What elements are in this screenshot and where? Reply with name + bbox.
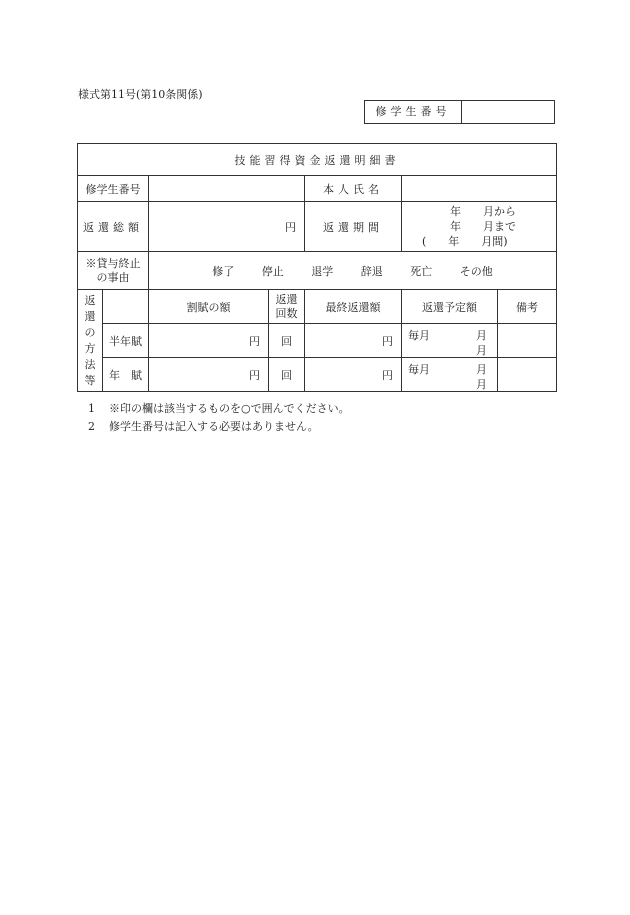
name-label: 本人氏名: [305, 176, 402, 202]
yen-unit: 円: [285, 220, 296, 234]
row-type: 半年賦: [103, 324, 149, 358]
note-number: 2: [88, 420, 95, 433]
period-from: 年 月から: [450, 205, 516, 218]
reason-death[interactable]: 死亡: [410, 264, 433, 278]
form-number-label: 様式第11号(第10条関係): [78, 88, 203, 101]
student-number-box: [364, 100, 555, 124]
final-amount-field[interactable]: [305, 358, 402, 392]
reason-other[interactable]: その他: [459, 264, 493, 278]
reason-withdrawal[interactable]: 退学: [311, 264, 334, 278]
total-amount-field[interactable]: [149, 202, 305, 252]
side-char: 等: [84, 373, 96, 387]
total-amount-label: 返還総額: [78, 202, 149, 252]
count-field[interactable]: [269, 358, 305, 392]
scheduled-field[interactable]: [402, 358, 498, 392]
student-number-box-label: 修学生番号: [365, 101, 462, 123]
termination-reason-label: [78, 252, 149, 290]
side-char: 方: [84, 341, 96, 355]
repayment-period-label: 返還期間: [305, 202, 402, 252]
repayment-period-field[interactable]: [402, 202, 557, 252]
period-months: ( 年 月間): [422, 235, 508, 248]
side-char: 返: [84, 293, 96, 307]
side-char: 還: [84, 309, 96, 323]
month-unit: 月: [476, 378, 487, 391]
installment-field[interactable]: [149, 324, 269, 358]
student-number-field[interactable]: [149, 176, 305, 202]
month-unit: 月: [476, 363, 487, 376]
final-amount-field[interactable]: [305, 324, 402, 358]
header-count-line1: 返還: [275, 292, 298, 306]
termination-reason-label-line1: ※貸与終止: [85, 256, 141, 270]
yen-unit: 円: [382, 368, 393, 382]
side-char: 法: [84, 357, 96, 371]
note-2: [88, 418, 319, 434]
reason-completion[interactable]: 修了: [212, 264, 235, 278]
table-row: [78, 358, 557, 392]
note-number: 1: [88, 402, 95, 415]
remarks-field[interactable]: [498, 324, 557, 358]
header-count: [269, 290, 305, 324]
header-final-amount: 最終返還額: [305, 290, 402, 324]
month-unit: 月: [476, 344, 487, 357]
reason-suspension[interactable]: 停止: [261, 264, 284, 278]
side-char: の: [84, 325, 96, 339]
count-field[interactable]: [269, 324, 305, 358]
table-row: [78, 324, 557, 358]
monthly-label: 毎月: [408, 363, 430, 376]
name-field[interactable]: [402, 176, 557, 202]
installment-field[interactable]: [149, 358, 269, 392]
yen-unit: 円: [249, 334, 260, 348]
period-to: 年 月まで: [450, 220, 516, 233]
header-installment: 割賦の額: [149, 290, 269, 324]
termination-reasons: [149, 252, 557, 290]
termination-reason-label-line2: の事由: [96, 270, 130, 284]
note-text: 修学生番号は記入する必要はありません。: [109, 420, 319, 433]
note-text: ※印の欄は該当するものを○で囲んでください。: [109, 402, 350, 415]
header-count-line2: 回数: [275, 306, 298, 320]
times-unit: 回: [281, 368, 292, 382]
reason-declined[interactable]: 辞退: [360, 264, 383, 278]
repayment-method-side-label: [78, 290, 103, 392]
header-blank: [103, 290, 149, 324]
scheduled-field[interactable]: [402, 324, 498, 358]
student-number-label: 修学生番号: [78, 176, 149, 202]
repayment-detail-table: [77, 143, 557, 392]
header-remarks: 備考: [498, 290, 557, 324]
yen-unit: 円: [249, 368, 260, 382]
document-title: 技能習得資金返還明細書: [78, 144, 557, 176]
header-scheduled-amount: 返還予定額: [402, 290, 498, 324]
row-type: 年 賦: [103, 358, 149, 392]
note-1: [88, 400, 350, 416]
month-unit: 月: [476, 329, 487, 342]
remarks-field[interactable]: [498, 358, 557, 392]
times-unit: 回: [281, 334, 292, 348]
yen-unit: 円: [382, 334, 393, 348]
monthly-label: 毎月: [408, 329, 430, 342]
